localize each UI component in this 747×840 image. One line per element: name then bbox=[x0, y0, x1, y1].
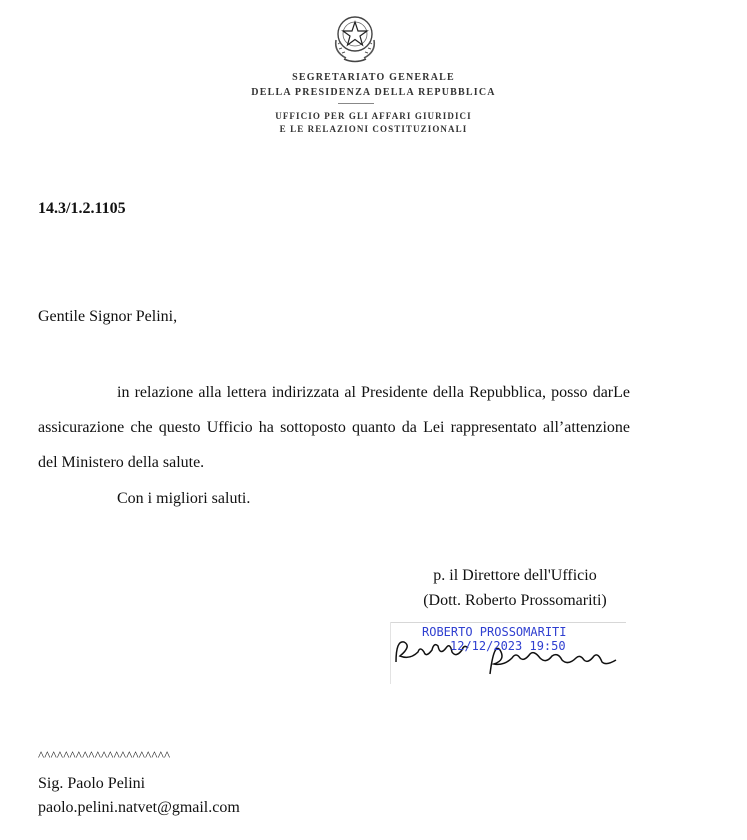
header-line-2: DELLA PRESIDENZA DELLA REPUBBLICA bbox=[251, 87, 496, 98]
header-divider bbox=[338, 103, 374, 104]
signature-block bbox=[395, 563, 635, 613]
header-line-1: SEGRETARIATO GENERALE bbox=[292, 72, 455, 83]
letter-body: in relazione alla lettera indirizzata al Presidente della Repubblica, posso darLe assicurazione che questo Ufficio ha sottoposto quanto da Lei rappresentato all’attenzione del Ministero della salute. bbox=[38, 384, 630, 471]
closing-line: Con i migliori saluti. bbox=[117, 490, 251, 507]
stamp-datetime: 12/12/2023 19:50 bbox=[450, 639, 566, 653]
protocol-number: 14.3/1.2.1105 bbox=[38, 200, 126, 217]
recipient-block bbox=[38, 772, 240, 820]
recipient-email: paolo.pelini.natvet@gmail.com bbox=[38, 799, 240, 816]
recipient-name: Sig. Paolo Pelini bbox=[38, 775, 146, 792]
stamp-signer-name: ROBERTO PROSSOMARITI bbox=[422, 625, 567, 639]
signature-name-line: (Dott. Roberto Prossomariti) bbox=[423, 592, 607, 609]
signature-for-line: p. il Direttore dell'Ufficio bbox=[433, 567, 597, 584]
salutation: Gentile Signor Pelini, bbox=[38, 308, 178, 325]
republic-emblem-icon bbox=[330, 10, 380, 66]
office-line-2: E LE RELAZIONI COSTITUZIONALI bbox=[279, 124, 468, 134]
digital-signature-stamp bbox=[390, 622, 630, 684]
separator-line: ^^^^^^^^^^^^^^^^^^^^^ bbox=[38, 748, 171, 763]
office-line-1: UFFICIO PER GLI AFFARI GIURIDICI bbox=[275, 111, 472, 121]
